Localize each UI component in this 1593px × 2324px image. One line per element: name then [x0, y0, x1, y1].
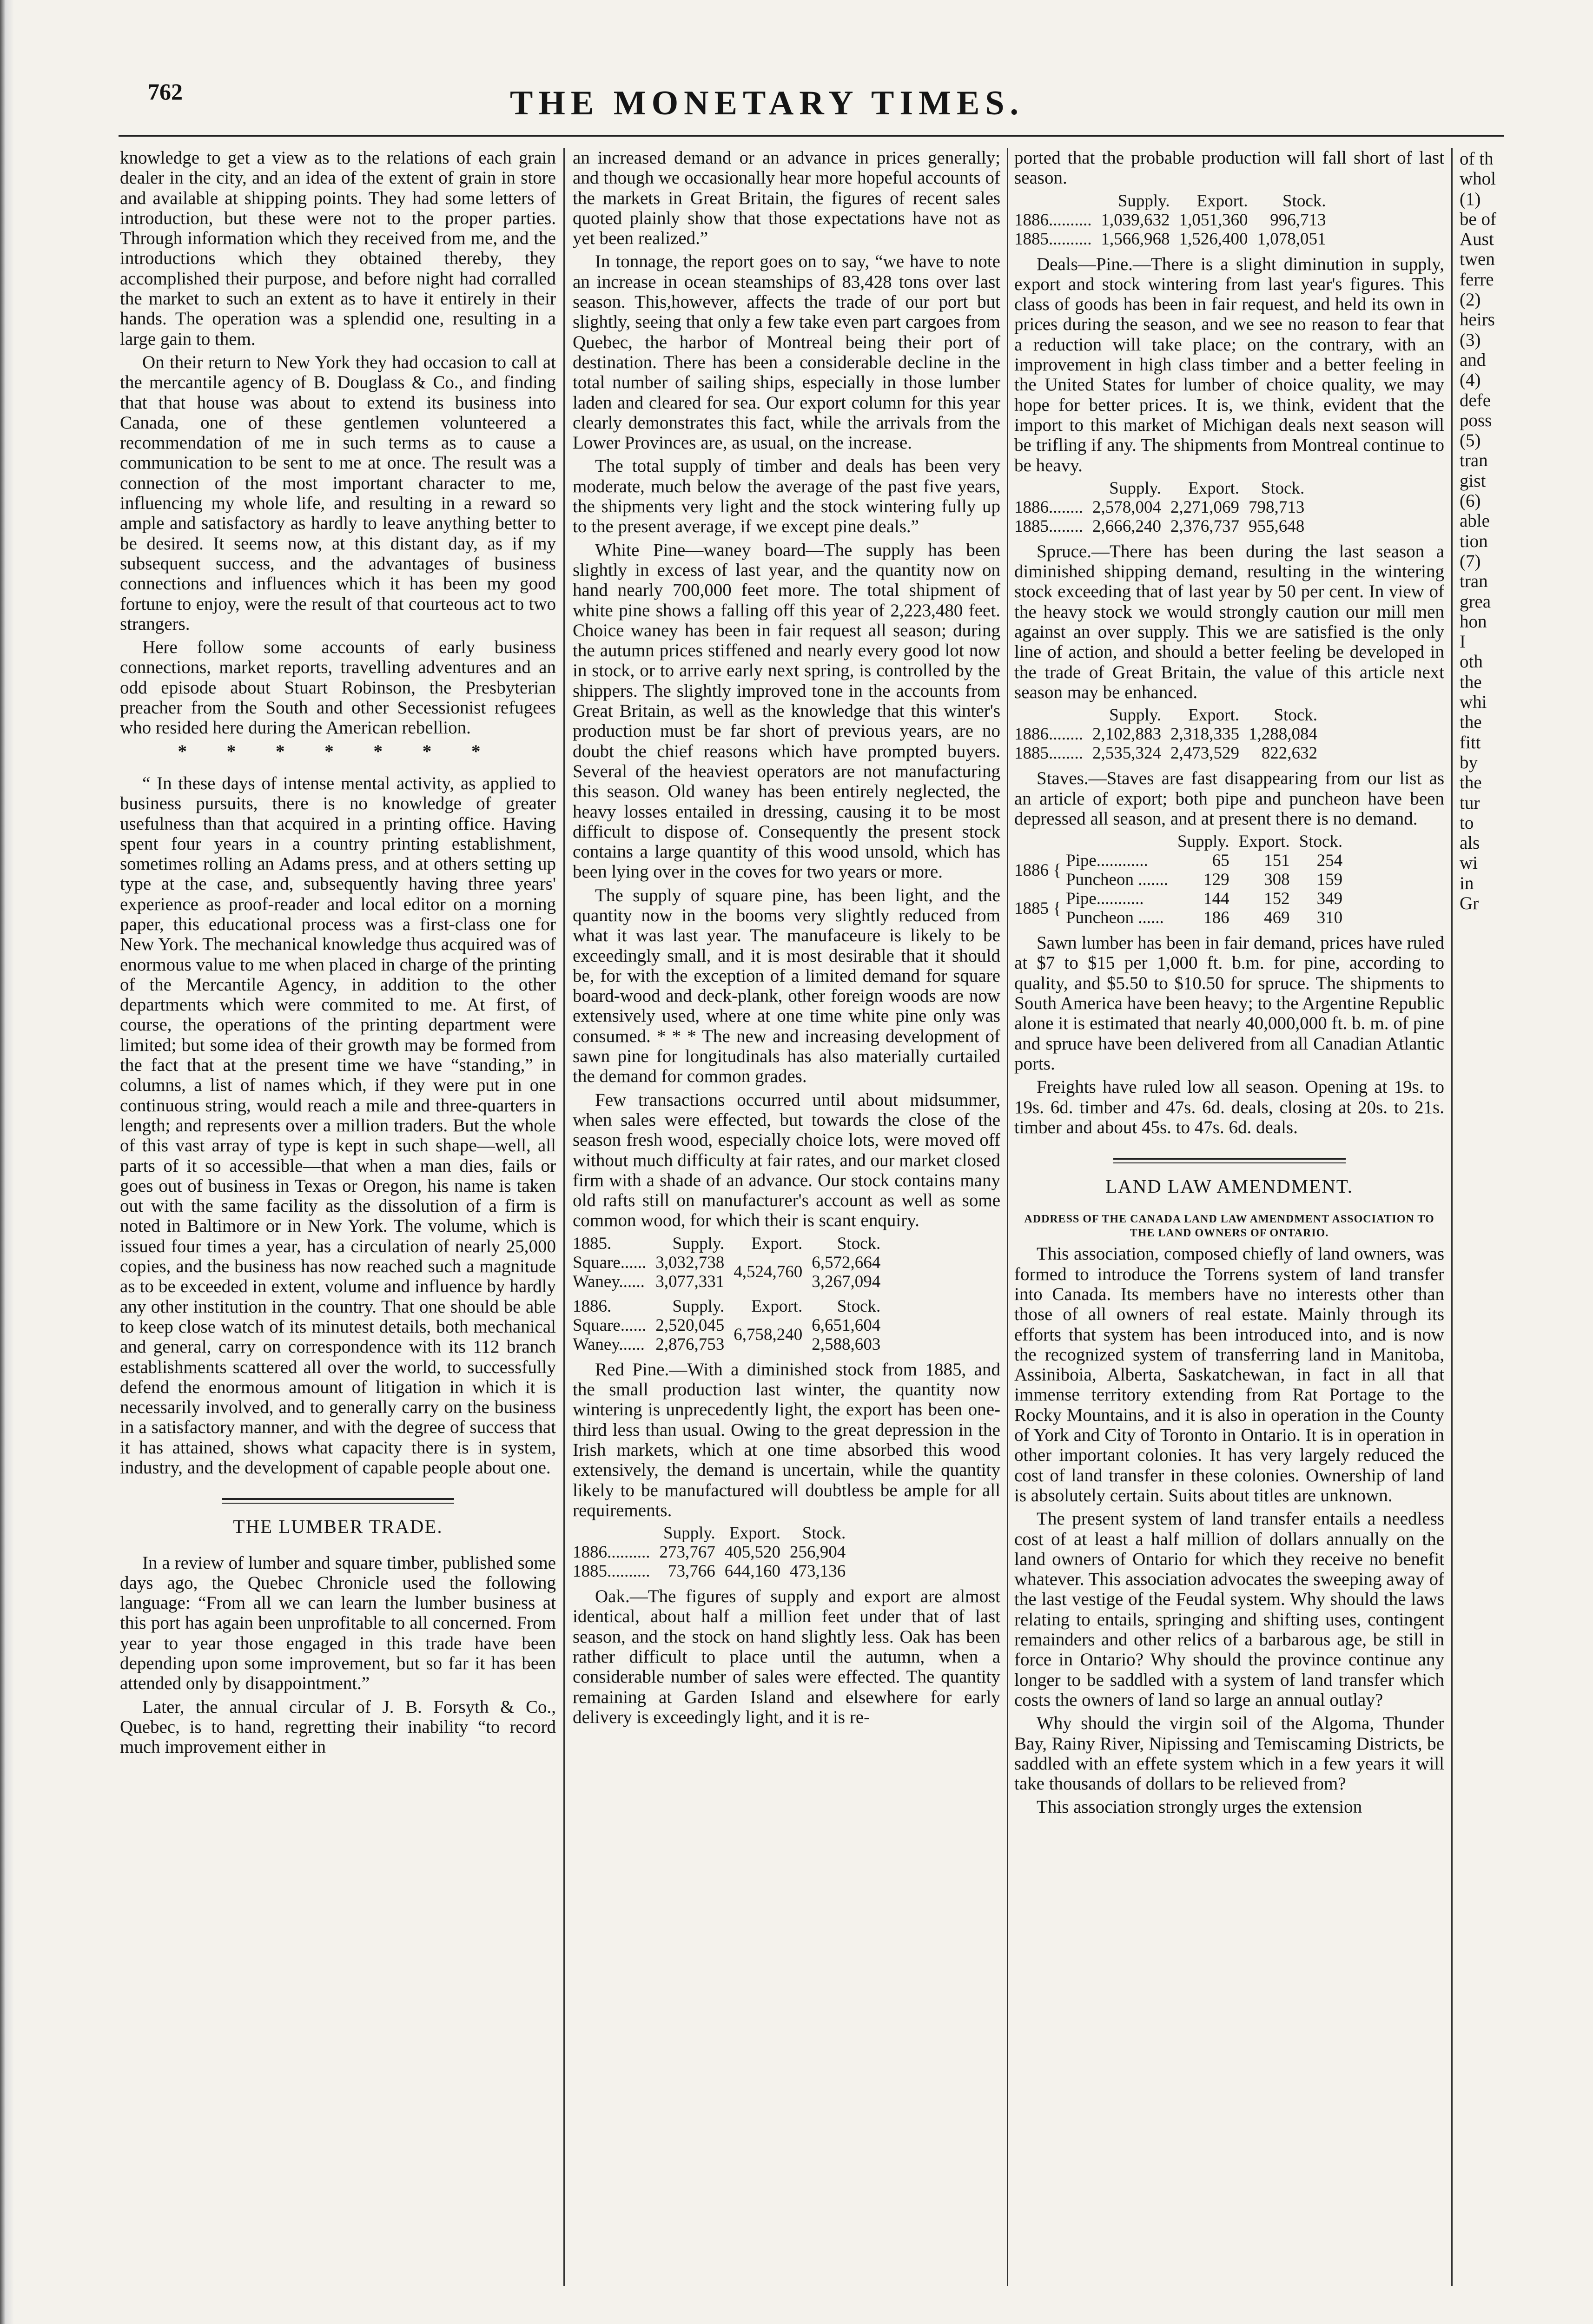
oak-table: Supply. Export. Stock. 1886.......... 1,039,632 1,051,360 996,713 1885.......... 1,566,968 1,526,400 1,078,051	[1014, 191, 1326, 249]
fragment-line: able	[1460, 511, 1490, 531]
fragment-line: tion	[1460, 531, 1488, 551]
paragraph: In tonnage, the report goes on to say, “we have to note an increase in ocean steamships of 83,428 tons over last season. This,however, affects the trade of our port but slightly, seeing that only a few take even part cargoes from Quebec, the harbor of Montreal being their port of destination. There has been a considerable decline in the total number of sailing ships, especially in those lumber laden and cleared for sea. Our export column for this year clearly demonstrates this fact, while the arrivals from the Lower Provinces are, as usual, on the increase.	[573, 251, 1000, 453]
staves-table: Supply. Export. Stock. 1886 { Pipe............ 65 151 254 Puncheon ....... 129 308 159 1885 { Pipe........... 144 152 349 Puncheon ...... 186 469 310	[1014, 832, 1343, 928]
cropped-column-fragment	[1460, 149, 1593, 913]
column-divider	[563, 148, 565, 2286]
section-rule	[1113, 1158, 1346, 1163]
fragment-line: the	[1460, 712, 1482, 733]
paragraph: Deals—Pine.—There is a slight diminution in supply, export and stock wintering from last year's figures. This class of goods has been in fair request, and held its own in prices during the season, and we see no reason to fear that a reduction will take place; on the contrary, with an improvement in high class timber and a better feeling in the United States for lumber of choice quality, we may hope for better prices. It is, we think, evident that the import to this market of Michigan deals next season will be trifling if any. The shipments from Montreal continue to be heavy.	[1014, 254, 1444, 475]
fragment-line: Aust	[1460, 229, 1494, 250]
fragment-line: ferre	[1460, 269, 1494, 290]
paragraph: This association, composed chiefly of land owners, was formed to introduce the Torrens system of land transfer into Canada. Its members have no interests other than those of all owners of real estate. Mainly through its efforts that system has been introduced into, and is now the recognized system of transferring land in Manitoba, Assiniboia, Alberta, Saskatchewan, in fact in all that immense territory extending from Rat Portage to the Rocky Mountains, and it is also in operation in the County of York and City of Toronto in Ontario. It is in operation in other important colonies. It has very largely reduced the cost of land transfer in these colonies. Ownership of land is absolutely certain. Suits about titles are unknown.	[1014, 1244, 1444, 1505]
fragment-line: (4)	[1460, 370, 1481, 390]
fragment-line: of th	[1460, 149, 1494, 169]
fragment-line: hon	[1460, 611, 1487, 632]
fragment-line: tur	[1460, 792, 1480, 813]
paragraph: Spruce.—There has been during the last season a diminished shipping demand, resulting in the wintering stock exceeding that of last year by 50 per cent. In view of the heavy stock we would strongly caution our mill men against an over supply. This we are satisfied is the only line of action, and should a better feeling be developed in the trade of Great Britain, the value of this article next season may be enhanced.	[1014, 541, 1444, 702]
fragment-line: als	[1460, 833, 1480, 853]
fragment-line: be of	[1460, 209, 1497, 229]
fragment-line: the	[1460, 672, 1482, 692]
fragment-line: oth	[1460, 652, 1483, 672]
fragment-line: to	[1460, 812, 1474, 833]
fragment-line: (3)	[1460, 330, 1481, 350]
paragraph: Later, the annual circular of J. B. Forsyth & Co., Quebec, is to hand, regretting their inability “to record much improvement either in	[120, 1697, 556, 1757]
fragment-line: Gr	[1460, 893, 1479, 913]
paragraph: Few transactions occurred until about midsummer, when sales were effected, but towards the close of the season fresh wood, especially choice lots, were moved off without much difficulty at fair rates, and our market closed firm with a shade of an advance. Our stock contains many old rafts still on manufacturer's account as well as some common wood, for which their is scant enquiry.	[573, 1089, 1000, 1231]
fragment-line: the	[1460, 772, 1482, 793]
fragment-line: twen	[1460, 249, 1495, 270]
fragment-line: (7)	[1460, 551, 1481, 571]
fragment-line: gist	[1460, 470, 1486, 491]
column-1	[120, 148, 556, 1761]
column-divider	[1451, 148, 1453, 2286]
fragment-line: (5)	[1460, 430, 1481, 451]
paragraph: knowledge to get a view as to the relations of each grain dealer in the city, and an idea of the extent of grain in store and available at shipping points. They had some letters of introduction, but these were not to the proper parties. Through information which they received from me, and the introductions which they obtained thereby, they accomplished their purpose, and before night had corralled the market to such an extent as to have it entirely in their hands. The operation was a splendid one, resulting in a large gain to them.	[120, 148, 556, 349]
page-number: 762	[148, 79, 183, 105]
fragment-line: poss	[1460, 410, 1492, 430]
paragraph: “ In these days of intense mental activity, as applied to business pursuits, there is no knowledge of greater usefulness than that acquired in a printing office. Having spent four years in a country printing establishment, sometimes rolling an Adams press, and at others setting up type at the case, and, subsequently having three years' experience as proof-reader and local editor on a morning paper, this educational process was a first-class one for New York. The mechanical knowledge thus acquired was of enormous value to me when placed in charge of the printing of the Mercantile Agency, in addition to the other departments which were commited to me. At first, of course, the operations of the printing department were limited; but some idea of their growth may be formed from the fact that at the present time we have “standing,” in columns, a list of names which, if they were put in one continuous string, would reach a mile and three-quarters in length; and represents over a million traders. But the whole of this vast array of type is kept in such shape—well, all parts of it so accessible—that when a man dies, fails or goes out of business in Texas or Oregon, his name is taken out with the same facility as the dissolution of a firm is noted in Baltimore or in New York. The volume, which is issued four times a year, has a circulation of nearly 25,000 copies, and the business has now reached such a magnitude as to be exceeded in extent, volume and influence by hardly any other institution in the country. That one should be able to keep close watch of its minutest details, both mechanical and general, carry on correspondence with its 112 branch establishments scattered all over the world, to successfully defend the enormous amount of litigation in which it is necessarily involved, and to generally carry on the business in a satisfactory manner, and with the degree of success that it has attained, shows what capacity there is in system, industry, and the development of capable people about one.	[120, 773, 556, 1478]
paragraph: Freights have ruled low all season. Opening at 19s. to 19s. 6d. timber and 47s. 6d. deals, closing at 20s. to 21s. timber and about 45s. to 47s. 6d. deals.	[1014, 1077, 1444, 1137]
paragraph: Staves.—Staves are fast disappearing from our list as an article of export; both pipe and puncheon have been depressed all season, and at present there is no demand.	[1014, 768, 1444, 829]
paragraph: On their return to New York they had occasion to call at the mercantile agency of B. Douglass & Co., and finding that that house was about to extend its business into Canada, one of these gentlemen volunteered a recommendation of me in such terms as to cause a communication to be sent to me at once. The result was a connection of the most important character to me, influencing my whole life, and resulting in a reward so ample and satisfactory as hardly to leave anything better to be desired. It seems now, at this distant day, as if my subsequent success, and the advantages of business connections and influences which it has been my good fortune to enjoy, were the result of that courteous act to two strangers.	[120, 352, 556, 634]
paragraph: The total supply of timber and deals has been very moderate, much below the average of the past five years, the shipments very light and the stock wintering fully up to the present average, if we except pine deals.”	[573, 456, 1000, 537]
fragment-line: (1)	[1460, 189, 1481, 209]
fragment-line: by	[1460, 752, 1478, 772]
paragraph: This association strongly urges the extension	[1037, 1797, 1362, 1817]
fragment-line: I	[1460, 632, 1466, 652]
fragment-line: (6)	[1460, 491, 1481, 511]
timber-table-1885: 1885. Supply. Export. Stock. Square...... 3,032,738 4,524,760 6,572,664 Waney...... 3,077,331 3,267,094	[573, 1234, 881, 1291]
paragraph: Sawn lumber has been in fair demand, prices have ruled at $7 to $15 per 1,000 ft. b.m. for pine, according to quality, and $5.50 to $10.50 for spruce. The shipments to South America have been heavy; to the Argentine Republic alone it is estimated that nearly 40,000,000 ft. b. m. of pine and spruce have been delivered from all Canadian Atlantic ports.	[1014, 933, 1444, 1074]
scan-edge	[0, 0, 14, 2324]
article-heading: THE LUMBER TRADE.	[233, 1516, 443, 1538]
paragraph: Here follow some accounts of early business connections, market reports, travelling adventures and an odd episode about Stuart Robinson, the Presbyterian preacher from the South and other Secessionist refugees who resided here during the American rebellion.	[120, 637, 556, 738]
paragraph: In a review of lumber and square timber, published some days ago, the Quebec Chronicle used the following language: “From all we can learn the lumber business at this port has again been unprofitable to all concerned. From year to year those engaged in this trade have been depending upon some improvement, but so far it has been attended only by disappointment.”	[120, 1552, 556, 1694]
timber-table-1886: 1886. Supply. Export. Stock. Square...... 2,520,045 6,758,240 6,651,604 Waney...... 2,876,753 2,588,603	[573, 1296, 881, 1354]
masthead: THE MONETARY TIMES.	[510, 84, 1024, 122]
column-2	[573, 148, 1000, 1730]
paragraph: Why should the virgin soil of the Algoma, Thunder Bay, Rainy River, Nipissing and Temiscaming Districts, be saddled with an effete system which in a few years it will take thousands of dollars to be relieved from?	[1014, 1713, 1444, 1794]
deals-pine-table: Supply. Export. Stock. 1886........ 2,578,004 2,271,069 798,713 1885........ 2,666,240 2,376,737 955,648	[1014, 478, 1305, 536]
fragment-line: defe	[1460, 390, 1491, 410]
paragraph: ported that the probable production will fall short of last season.	[1014, 148, 1444, 188]
fragment-line: wi	[1460, 853, 1478, 873]
article-subheading: ADDRESS OF THE CANADA LAND LAW AMENDMENT ASSOCIATION TO THE LAND OWNERS OF ONTARIO.	[1024, 1213, 1434, 1240]
red-pine-table: Supply. Export. Stock. 1886.......... 273,767 405,520 256,904 1885.......... 73,766 644,160 473,136	[573, 1524, 846, 1581]
fragment-line: heirs	[1460, 310, 1495, 330]
paragraph: an increased demand or an advance in prices generally; and though we occasionally hear more hopeful accounts of the markets in Great Britain, the figures of recent sales quoted plainly show that those expectations have not as yet been realized.”	[573, 148, 1000, 249]
header-rule	[119, 135, 1504, 137]
paragraph: The present system of land transfer entails a needless cost of at least a half million of dollars annually on the land owners of Ontario for which they receive no benefit whatever. This association advocates the sweeping away of the last vestige of the Feudal system. Why should the laws relating to entails, springing and shifting uses, contingent remainders and other relics of a barbarous age, be still in force in Ontario? Why should the province continue any longer to be saddled with a system of land transfer which costs the owners of land so large an annual outlay?	[1014, 1509, 1444, 1710]
paragraph: Oak.—The figures of supply and export are almost identical, about half a million feet under that of last season, and the stock on hand slightly less. Oak has been rather difficult to place until the autumn, when a considerable number of sales were effected. The quantity remaining at Garden Island and elsewhere for early delivery is exceedingly light, and it is re-	[573, 1586, 1000, 1727]
fragment-line: in	[1460, 873, 1474, 893]
fragment-line: tran	[1460, 450, 1488, 471]
fragment-line: whol	[1460, 169, 1496, 189]
paragraph: The supply of square pine, has been light, and the quantity now in the booms very slightly reduced from what it was last year. The manufaceure is likely to be exceedingly small, and it is most desirable that it should be, for with the exception of a limited demand for square board-wood and deck-plank, other foreign woods are now extensively used, where at one time white pine only was consumed. * * * The new and increasing development of sawn pine for longitudinals has also materially curtailed the demand for common grades.	[573, 885, 1000, 1087]
fragment-line: and	[1460, 350, 1486, 370]
column-divider	[1007, 148, 1008, 2286]
fragment-line: whi	[1460, 692, 1487, 713]
fragment-line: tran	[1460, 571, 1488, 592]
fragment-line: grea	[1460, 591, 1491, 612]
fragment-line: (2)	[1460, 290, 1481, 310]
paragraph: White Pine—waney board—The supply has been slightly in excess of last year, and the quantity now on hand nearly 700,000 feet more. The total shipment of white pine shows a falling off this year of 2,223,480 feet. Choice waney has been in fair request all season; during the autumn prices stiffened and nearly every good lot now in stock, or to arrive early next spring, is controlled by the shippers. The slightly improved tone in the accounts from Great Britain, as well as the knowledge that this winter's production must be far short of previous years, are no doubt the chief reasons which have prompted buyers. Several of the heaviest operators are not manufacturing this season. Old waney has been entirely neglected, the heavy losses entailed in dressing, causing it to be most difficult to dispose of. Consequently the present stock contains a large quantity of this wood unsold, which has been lying over in the coves for two years or more.	[573, 540, 1000, 882]
fragment-line: fitt	[1460, 732, 1481, 753]
section-rule	[222, 1498, 454, 1504]
spruce-table: Supply. Export. Stock. 1886........ 2,102,883 2,318,335 1,288,084 1885........ 2,535,324 2,473,529 822,632	[1014, 706, 1317, 763]
paragraph: Red Pine.—With a diminished stock from 1885, and the small production last winter, the quantity now wintering is unprecedently light, the export has been one-third less than usual. Owing to the great depression in the Irish markets, which at one time absorbed this wood extensively, the demand is uncertain, while the quantity likely to be manufactured will doubtless be ample for all requirements.	[573, 1359, 1000, 1520]
column-3	[1014, 148, 1444, 1821]
section-break: * * * * * * *	[178, 741, 498, 761]
article-heading: LAND LAW AMENDMENT.	[1105, 1175, 1354, 1197]
